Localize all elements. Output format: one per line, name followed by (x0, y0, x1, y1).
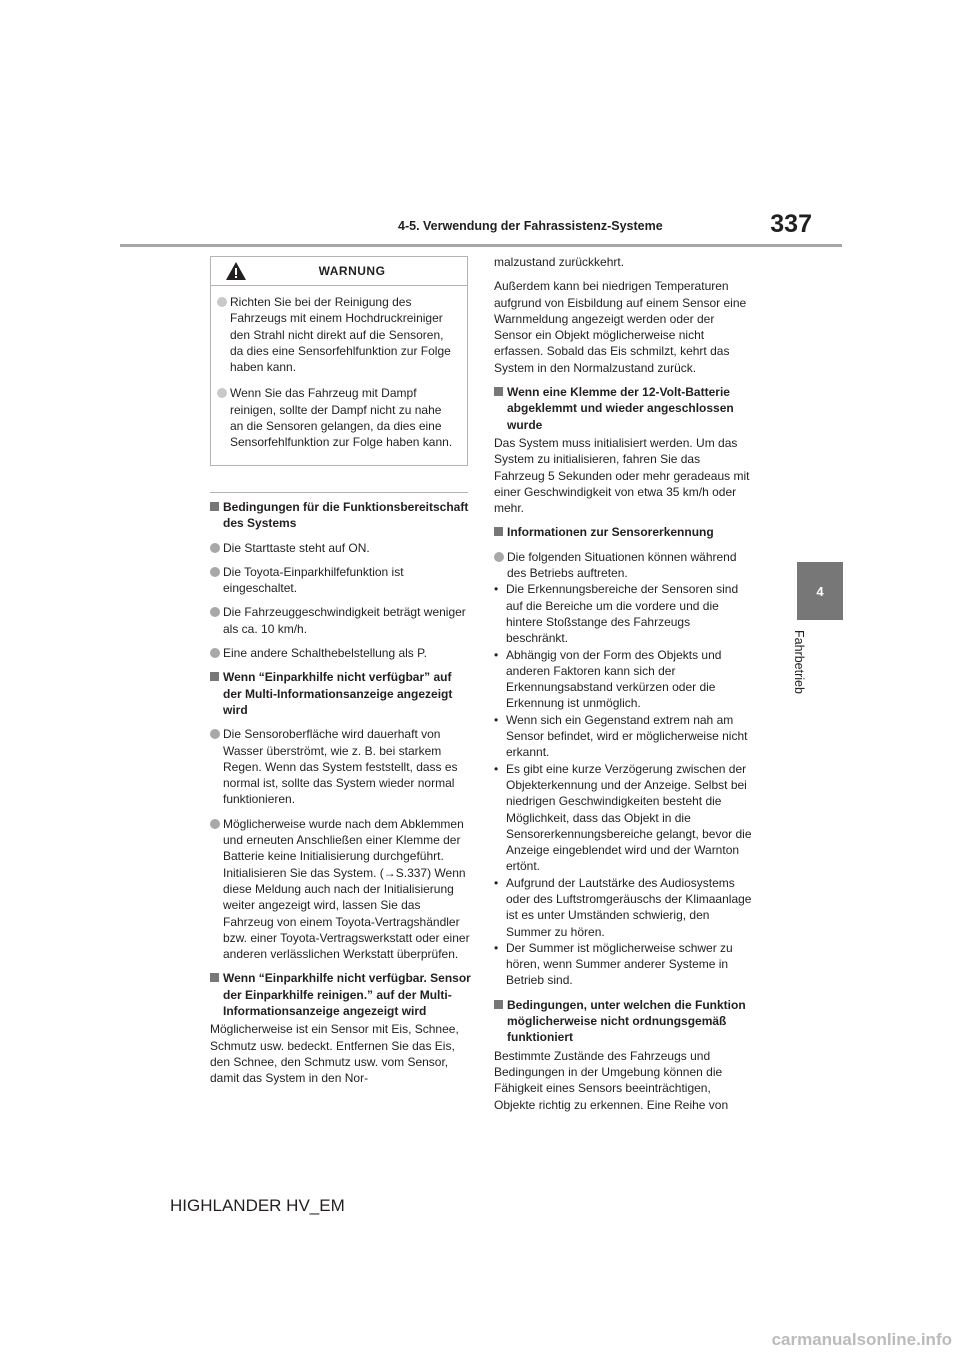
page-number: 337 (770, 210, 812, 238)
watermark: carmanualsonline.info (771, 1330, 952, 1349)
sub-list-item: • Wenn sich ein Gegenstand extrem nah am Sensor befindet, wird er möglicherweise nicht erkannt. (494, 712, 748, 760)
right-column (494, 254, 752, 1121)
section-heading: Informationen zur Sensorerkennung (494, 524, 752, 540)
left-column (210, 492, 472, 1095)
bullet-dot-icon (210, 607, 220, 617)
section-heading: Wenn eine Klemme der 12-Volt-Batterie abgeklemmt und wieder angeschlossen wurde (494, 384, 752, 433)
header-divider (120, 244, 842, 247)
paragraph: malzustand zurückkehrt. (494, 255, 625, 269)
list-item: Die Toyota-Einparkhilfefunktion ist eingeschaltet. (210, 564, 472, 597)
section-heading: Wenn “Einparkhilfe nicht verfügbar. Sensor der Einparkhilfe reinigen.” auf der Multi-Informationsanzeige angezeigt wird (210, 970, 472, 1019)
square-bullet-icon (494, 527, 503, 536)
square-bullet-icon (494, 1000, 503, 1009)
list-item: Die Fahrzeuggeschwindigkeit beträgt weniger als ca. 10 km/h. (210, 604, 472, 637)
list-item: Eine andere Schalthebelstellung als P. (210, 645, 472, 661)
section-heading: Wenn “Einparkhilfe nicht verfügbar” auf der Multi-Informationsanzeige angezeigt wird (210, 669, 472, 718)
section-heading: Bedingungen, unter welchen die Funktion möglicherweise nicht ordnungsgemäß funktioniert (494, 997, 752, 1046)
warning-triangle-icon (225, 261, 247, 281)
list-item: Möglicherweise wurde nach dem Abklemmen und erneuten Anschließen einer Klemme der Batterie keine Initialisierung durchgeführt. Initialisieren Sie das System. (→S.337) Wenn diese Meldung auch nach der Initialisierung weiter angezeigt wird, lassen Sie das Fahrzeug von einem Toyota-Vertragshändler bzw. einer Toyota-Vertragswerkstatt oder einer anderen verlässlichen Werkstatt überprüfen. (210, 816, 472, 963)
sub-list-item: • Der Summer ist möglicherweise schwer zu hören, wenn Summer anderer Systeme in Betrieb sind. (494, 940, 733, 988)
square-bullet-icon (494, 387, 503, 396)
paragraph: Möglicherweise ist ein Sensor mit Eis, Schnee, Schmutz usw. bedeckt. Entfernen Sie das Eis, den Schnee, den Schmutz usw. vom Sensor, damit das System in den Nor- (210, 1022, 459, 1086)
section-heading: Bedingungen für die Funktionsbereitschaft des Systems (210, 499, 472, 532)
bullet-dot-icon (210, 543, 220, 553)
sub-list-item: • Es gibt eine kurze Verzögerung zwischen der Objekterkennung und der Anzeige. Selbst bei niedrigen Geschwindigkeiten besteht die Möglichkeit, dass das Objekt in die Sensorerkennungsbereiche gelangt, bevor die Anzeige eingeblendet wird und der Warnton ertönt. (494, 761, 752, 874)
square-bullet-icon (210, 502, 219, 511)
sub-list-item: • Abhängig von der Form des Objekts und anderen Faktoren kann sich der Erkennungsabstand verkürzen oder die Erkennung ist unmöglich. (494, 647, 722, 711)
square-bullet-icon (210, 973, 219, 982)
bullet-dot-icon (494, 552, 504, 562)
bullet-dot-icon (210, 819, 220, 829)
warning-title: WARNUNG (318, 264, 386, 278)
list-item: Die folgenden Situationen können während des Betriebs auftreten. (494, 549, 752, 582)
bullet-dot-icon (210, 648, 220, 658)
bullet-dot-icon (217, 297, 227, 307)
section-title: 4-5. Verwendung der Fahrassistenz-Systeme (398, 219, 663, 233)
warning-box (210, 256, 468, 466)
chapter-tab: 4 (797, 562, 843, 620)
paragraph: Das System muss initialisiert werden. Um das System zu initialisieren, fahren Sie das Fahrzeug 5 Sekunden oder mehr geradeaus mit einer Geschwindigkeit von etwa 35 km/h oder mehr. (494, 435, 750, 516)
square-bullet-icon (210, 672, 219, 681)
paragraph: Bestimmte Zustände des Fahrzeugs und Bedingungen in der Umgebung können die Fähigkeit eines Sensors beeinträchtigen, Objekte richtig zu erkennen. Eine Reihe von (494, 1048, 729, 1112)
list-item: Die Sensoroberfläche wird dauerhaft von Wasser überströmt, wie z. B. bei starkem Regen. Wenn das System feststellt, dass es normal ist, sollte das System wieder normal funktionieren. (210, 726, 472, 807)
footer-model-name: HIGHLANDER HV_EM (170, 1196, 345, 1215)
section-divider (210, 492, 468, 493)
list-item: Die Starttaste steht auf ON. (210, 540, 472, 556)
warning-item: Richten Sie bei der Reinigung des Fahrzeugs mit einem Hochdruckreiniger den Strahl nicht direkt auf die Sensoren, da dies eine Sensorfehlfunktion zur Folge haben kann. (217, 294, 457, 375)
paragraph: Außerdem kann bei niedrigen Temperaturen aufgrund von Eisbildung auf einem Sensor eine Warnmeldung angezeigt werden oder der Sensor ein Objekt möglicherweise nicht erfassen. Sobald das Eis schmilzt, kehrt das System in den Normalzustand zurück. (494, 279, 747, 375)
warning-header (211, 257, 467, 286)
sub-list-item: • Aufgrund der Lautstärke des Audiosystems oder des Luftstromgeräuschs der Klimaanlage ist es unter Umständen schwierig, den Summer zu hören. (494, 875, 752, 939)
bullet-dot-icon (210, 567, 220, 577)
bullet-dot-icon (217, 388, 227, 398)
sub-list-item: • Die Erkennungsbereiche der Sensoren sind auf die Bereiche um die vordere und die hintere Stoßstange des Fahrzeugs beschränkt. (494, 582, 739, 646)
bullet-dot-icon (210, 729, 220, 739)
chapter-label: Fahrbetrieb (792, 630, 806, 694)
warning-item: Wenn Sie das Fahrzeug mit Dampf reinigen, sollte der Dampf nicht zu nahe an die Sensoren gelangen, da dies eine Sensorfehlfunktion zur Folge haben kann. (217, 385, 457, 450)
